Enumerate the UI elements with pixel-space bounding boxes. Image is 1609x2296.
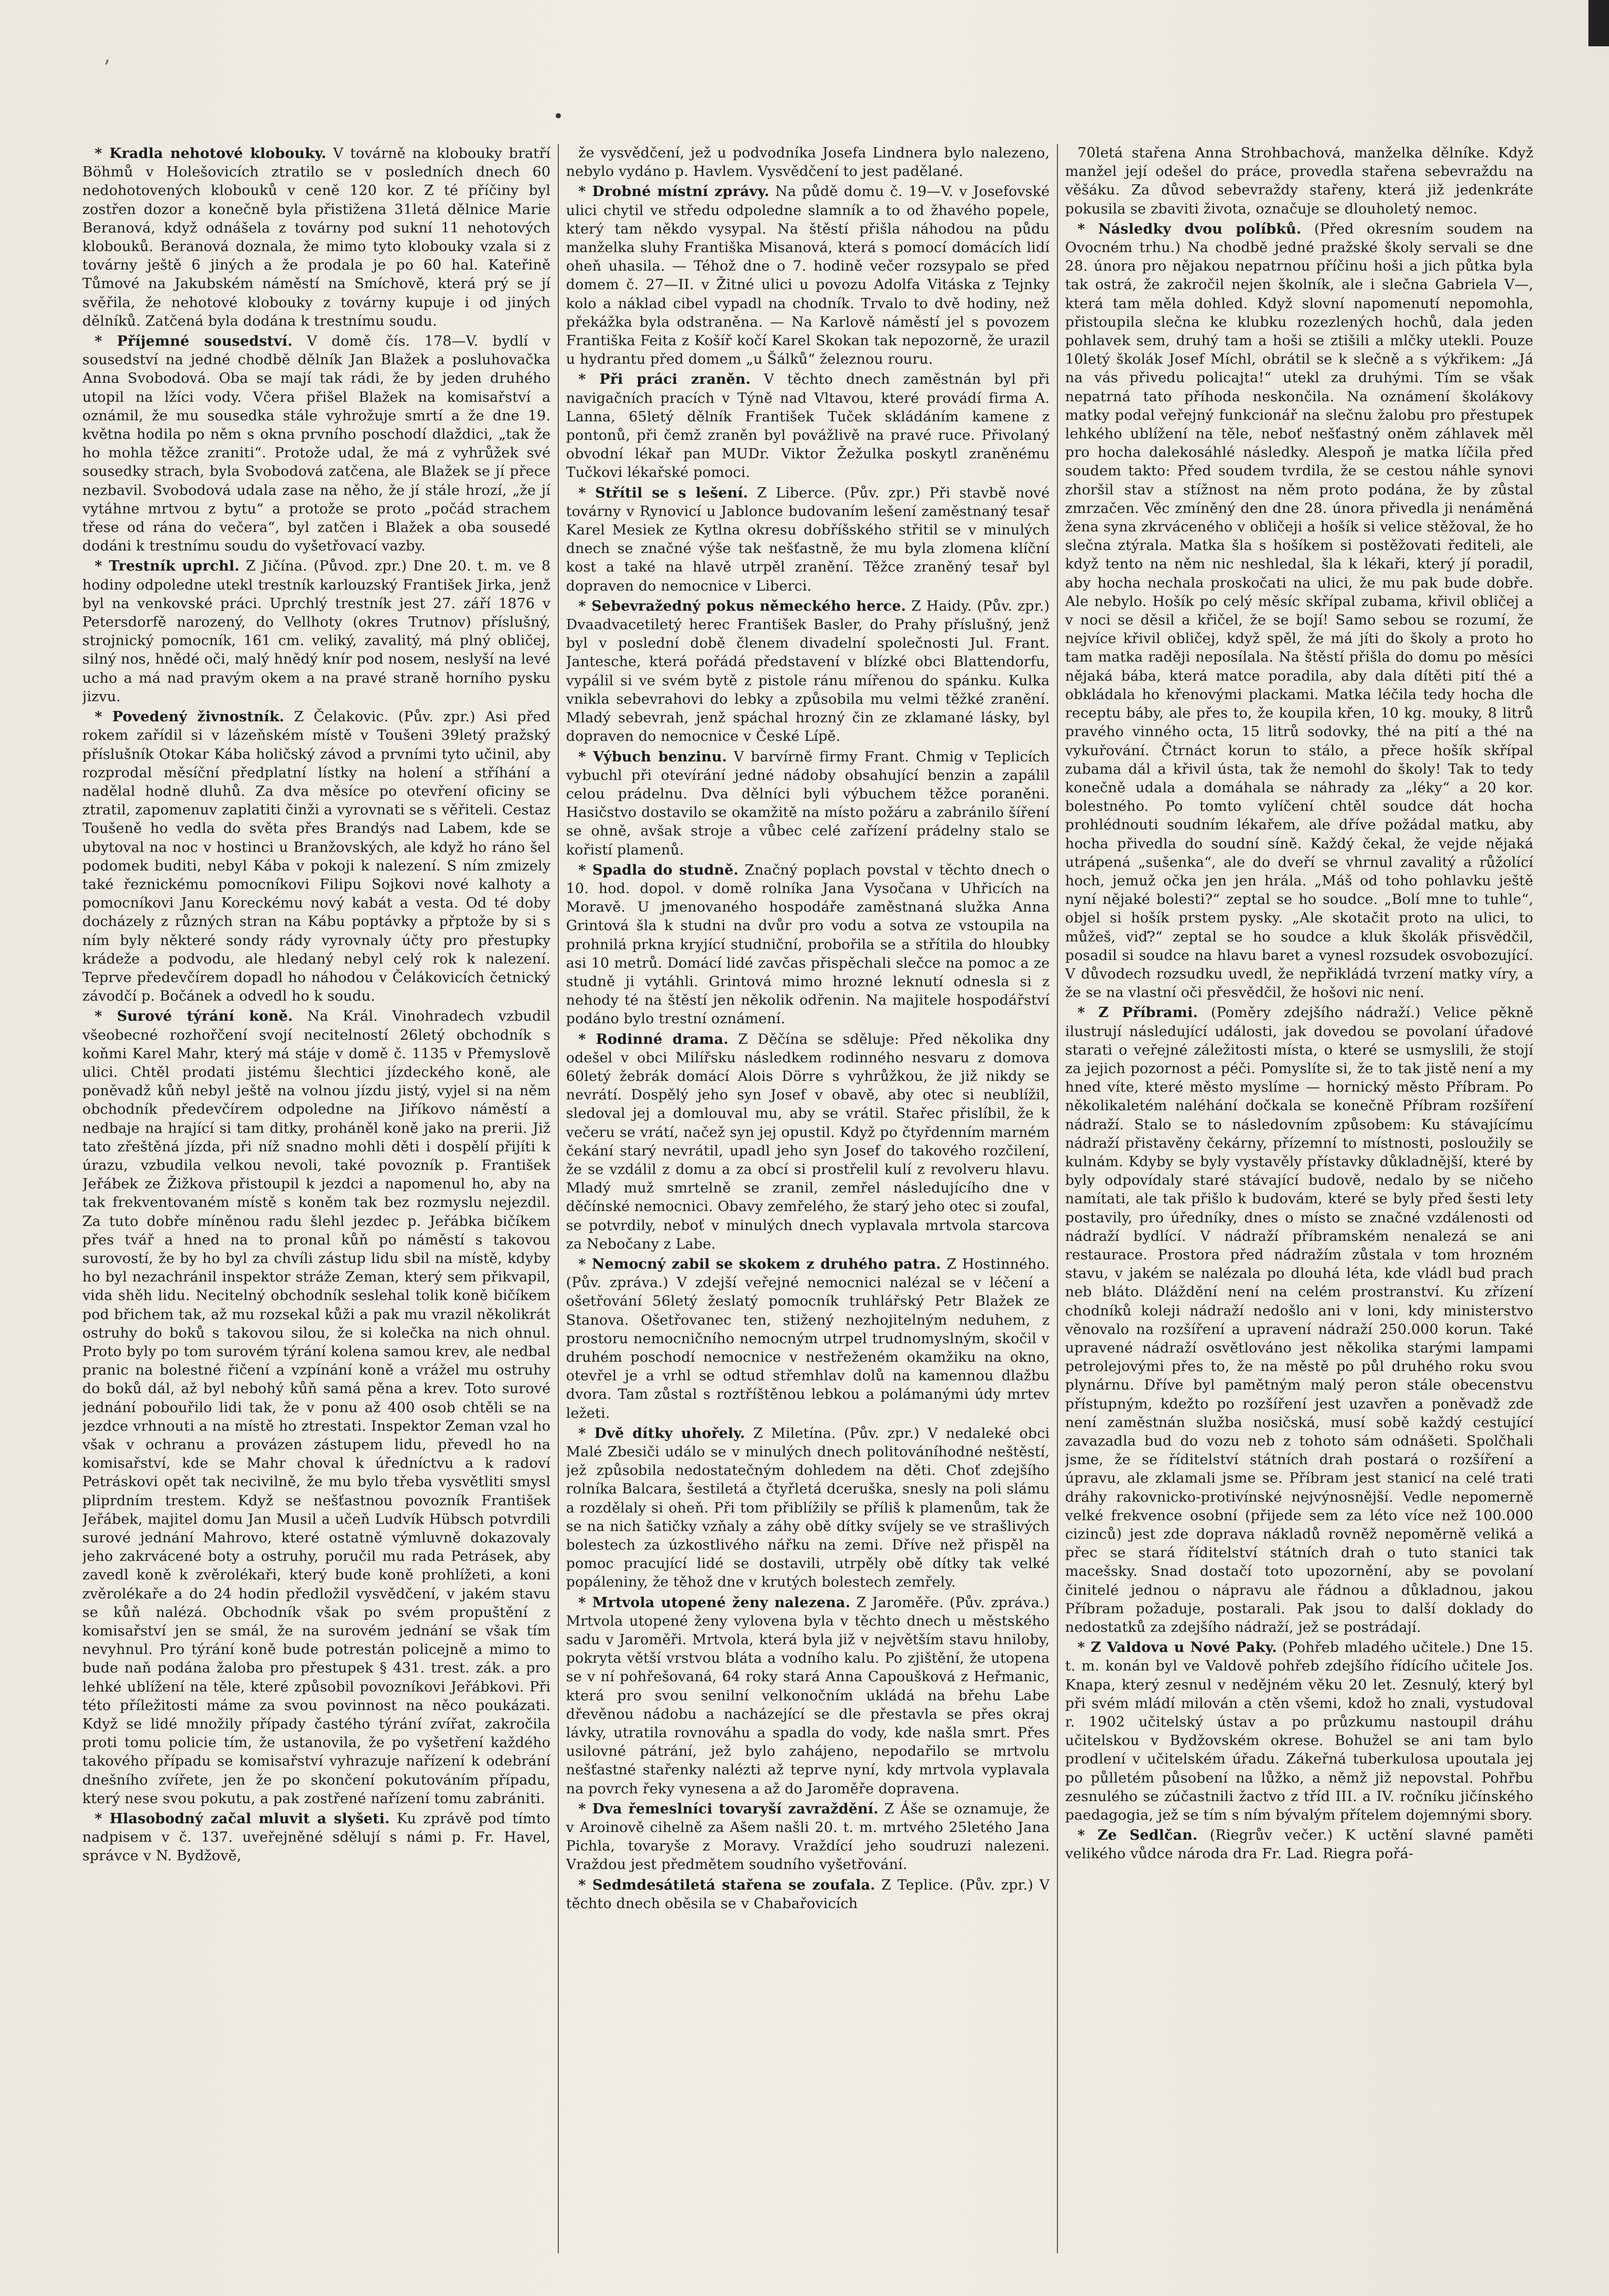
article-paragraph [566, 1255, 1050, 1423]
article-paragraph [566, 370, 1050, 482]
article-paragraph [566, 144, 1050, 181]
article-body: Značný poplach povstal v těchto dnech o 10. hod. dopol. v domě rolníka Jana Vysočana v Uhřicích na Moravě. U jmenovaného hospodáře zaměstnaná služka Anna Grintová šla k studni na dvůr pro vodu a sotva ze vstoupila na prohnilá prkna kryjící studniční, probořila se a střítila do hloubky asi 10 metrů. Domácí lidé zavčas přispěchali slečce na pomoc a ze studně ji vytáhli. Grintová mimo hrozné leknutí odnesla si z nehody té na štěstí jen několik odřenin. Na majitele hospodářství podáno bylo trestní oznámení. [566, 862, 1050, 1027]
column-middle [566, 144, 1050, 2264]
article-paragraph [1065, 1826, 1533, 1863]
article-paragraph [566, 182, 1050, 369]
article-headline: * Dva řemeslníci tovaryší zavraždění. [578, 1800, 879, 1817]
article-paragraph [566, 484, 1050, 596]
text-columns [82, 144, 1533, 2264]
article-body: V barvírně firmy Frant. Chmig v Teplicích vybuchl při otevírání jedné nádoby obsahující benzin a zapálil celou prádelnu. Dva dělníci byli výbuchem těžce poraněni. Hasičstvo dostavilo se okamžitě na místo požáru a zabránilo šíření se ohně, avšak stroje a vůbec celé zařízení prádelny stalo se kořistí plamenů. [566, 749, 1050, 858]
article-paragraph [566, 747, 1050, 860]
article-body: Z Čelakovic. (Pův. zpr.) Asi před rokem zařídil si v lázeňském místě v Toušeni 39letý pražský příslušník Otokar Kába holičský závod a prvními tyto učinil, aby rozprodal měsíční předplatní lístky na holení a stříhání a nadělal hodně dluhů. Za dva měsíce po otevření oficiny se ztratil, zapomenuv zaplatiti činži a vyrovnati se s věřiteli. Cestaz Toušeně ho vedla do světa přes Brandýs nad Labem, kde se ubytoval na noc v hostinci u Branžovských, ale když ho ráno šel podomek buditi, nebyl Kába v pokoji k nalezení. S ním zmizely také řeznickému pomocníkovi Filipu Sojkovi nové kalhoty a pomocníkovi Janu Koreckému nový kabát a vesta. Od té doby docházely z různých stran na Kábu poptávky a přptože by si s ním byly některé sondy rády vyrovnaly účty pro přestupky krádeže a podvodu, ale hledaný nebyl celý rok k nalezení. Teprve předevčírem dopadl ho náhodou v Čelákovicích četnický závodčí p. Bočánek a odvedl ho k soudu. [82, 709, 551, 1005]
column-right [1065, 144, 1533, 2264]
article-paragraph [82, 1809, 551, 1866]
article-headline: * Dvě dítky uhořely. [578, 1425, 746, 1441]
scan-edge [1588, 0, 1609, 46]
article-paragraph [82, 332, 551, 556]
article-headline: * Střítil se s lešení. [578, 484, 748, 501]
article-headline: * Nemocný zabil se skokem z druhého patra. [578, 1255, 941, 1272]
article-body: V těchto dnech zaměstnán byl při navigačních pracích v Týně nad Vltavou, které provádí firma A. Lanna, 65letý dělník František Tuček skládáním kamene z pontonů, při čemž zraněn byl povážlivě na pravé ruce. Přivolaný obvodní lékař pan MUDr. Viktor Žežulka poskytl zraněnému Tučkovi lékařské pomoci. [566, 371, 1050, 481]
article-body: (Pohřeb mladého učitele.) Dne 15. t. m. konán byl ve Valdově pohřeb zdejšího řídícího učitele Jos. Knapa, který zesnul v nedějném věku 20 let. Zesnulý, který byl při svém mládí milován a ctěn všemi, kdož ho znali, vystudoval r. 1902 učitelský ústav a po průzkumu nastoupil dráhu učitelskou v Bydžovském okrese. Bohužel se ani tam bylo prodlení v učitelském úřadu. Zákeřná tuberkulosa upoutala jej po půlletém působení na lůžko, a němž již nepovstal. Pohřbu zesnulého se zúčastnili žactvo z tříd III. a IV. ročníku jičínského paedagogia, jež se tím s ním bývalým přítelem dojemnými sbory. [1065, 1640, 1533, 1824]
article-headline: * Sedmdesátiletá stařena se zoufala. [578, 1876, 876, 1893]
article-headline: * Příjemné sousedství. [95, 333, 293, 350]
article-headline: * Následky dvou políbků. [1077, 220, 1302, 237]
pencil-mark: ʼ [103, 57, 110, 80]
article-headline: * Výbuch benzinu. [578, 748, 727, 765]
article-body: Z Jaroměře. (Pův. zpráva.) Mrtvola utopené ženy vylovena byla v těchto dnech u městského sadu v Jaroměři. Mrtvola, která byla již v největším stavu hniloby, pokryta větší vrstvou bláta a vodního kalu. Po zjištění, že utopena se v ní pohřešovaná, 64 roky stará Anna Capoušková z Heřmanic, která pro svou senilní velkonočním ukládá na břehu Labe dřevěnou nádobu a nacházející se dle přestavla se přes okraj lávky, utratila rovnováhu a spadla do vody, kde našla smrt. Přes usilovné pátrání, jež bylo zahájeno, nepodařilo se mrtvolu nešťastné stařenky nalézti až teprve nyní, kdy mrtvola vyplavala na povrch řeky vynesena a až do Jaroměře dopravena. [566, 1594, 1050, 1797]
article-body: Z Liberce. (Pův. zpr.) Při stavbě nové továrny v Rynovicí u Jablonce budovaním lešení zaměstnaný tesař Karel Mesiek ze Kytlna okresu dobříšského střitil se v minulých dnech se značné výše tak nešťastně, že mu byla zlomena klíční kost a také na hlavě utrpěl zranění. Těžce zraněný tesař byl dopraven do nemocnice v Liberci. [566, 485, 1050, 594]
article-paragraph [1065, 144, 1533, 219]
article-headline: * Z Valdova u Nové Paky. [1077, 1639, 1277, 1656]
article-headline: * Hlasobodný začal mluvit a slyšeti. [95, 1810, 390, 1827]
article-paragraph [566, 1593, 1050, 1799]
article-body: Z Miletína. (Pův. zpr.) V nedaleké obci Malé Zbesiči událo se v minulých dnech politováníhodné neštěstí, jež způsobila nedostatečným dohledem na děti. Choť zdejšího rolníka Balcara, šestiletá a čtyřletá dceruška, snesly na poli slámu a rozdělaly si oheň. Při tom přiblížily se příliš k plamenům, tak že se na nich šatičky vzňaly a záhy obě dítky svíjely se ve strašlivých bolestech za úzkostlivého nářku na zemi. Dříve než přispěl na pomoc pracující lidé se dostavili, utrpěly obě dítky tak velké popáleniny, že těhož dne v krutých bolestech zemřely. [566, 1425, 1050, 1591]
article-body: Z Haidy. (Pův. zpr.) Dvaadvacetiletý herec František Basler, do Prahy příslušný, jenž byl v poslední době členem divadelní společnosti Jul. Frant. Jantesche, která pořádá představení v blízké obci Blattendorfu, vypálil si ve svém bytě z pistole ránu mířenou do spánku. Kulka vnikla sebevrahovi do lebky a způsobila mu velmi těžké zranění. Mladý sebevrah, jenž spáchal hrozný čin ze zklamané lásky, byl dopraven do nemocnice v České Lípě. [566, 598, 1050, 745]
article-paragraph [1065, 220, 1533, 1003]
column-rule [1057, 144, 1058, 2253]
article-paragraph [566, 1876, 1050, 1913]
article-headline: * Ze Sedlčan. [1077, 1827, 1198, 1844]
article-headline: * Trestník uprchl. [95, 558, 240, 575]
article-body: Z Hostinného. (Pův. zpráva.) V zdejší veřejné nemocnici nalézal se v léčení a ošetřování 56letý žeslatý pomocník truhlářský Petr Blažek ze Stanova. Ošetřovanec ten, stižený nezhojitelným neduhem, z prostoru nemocničního nemocným utrpel trudnomyslným, skočil v druhém poschodí nemocnice v nestřeženém okamžiku na okno, otevřel je a vrhl se odtud střemhlav dolů na kamennou dlažbu dvora. Tam zůstal s roztříštěnou lebkou a polámanými údy mrtev ležeti. [566, 1256, 1050, 1421]
article-headline: * Rodinné drama. [578, 1030, 729, 1047]
article-headline: * Kradla nehotové klobouky. [95, 145, 327, 162]
article-paragraph [566, 861, 1050, 1029]
article-paragraph [566, 1800, 1050, 1875]
article-paragraph [1065, 1003, 1533, 1637]
article-body: Z Děčína se sděluje: Před několika dny odešel v obci Milířsku následkem rodinného nesvaru z domova 60letý žebrák domácí Alois Dörre s vyhrůžkou, že již nikdy se nevrátí. Dospělý jeho syn Josef v obavě, aby otec si neublížil, sledoval jej a domlouval mu, aby se vrátil. Stařec přislíbil, že k večeru se vrátí, načež syn jej opustil. Když po čtyřdenním marném čekání starý nevrátil, upadl jeho syn Josef do takového rozčilení, že se vzdálil z domu a za obcí si prostřelil kulí z revolveru hlavu. Mladý muž smrtelně se zranil, zemřel následujícího dne v děčínské nemocnici. Obavy zemřelého, že starý jeho otec si zoufal, se potvrdily, neboť v minulých dnech vyplavala mrtvola starcova za Nebočany z Labe. [566, 1031, 1050, 1252]
article-headline: * Povedený živnostník. [95, 708, 285, 725]
article-body: V domě čís. 178—V. bydlí v sousedství na jedné chodbě dělník Jan Blažek a posluhovačka Anna Svobodová. Oba se mají tak rádi, že by jeden druhého utopil na lžíci vody. Včera přišel Blažek na komisařství a oznámil, že mu sousedka stále vyhrožuje smrtí a že dne 19. května hodila po něm s okna prvního poschodí dlaždici, „tak že ho mohla těžce zraniti“. Protože udal, že má z vyhrůžek své sousedky strach, byla Svobodová zatčena, ale Blažek se jí přece nezbavil. Svobodová udala zase na něho, že jí stále hrozí, „že jí vytáhne mrtvou z bytu“ a protože se proto „počád strachem třese od rána do večera“, byl zatčen i Blažek a oba sousedé dodáni k trestnímu soudu do vyšetřovací vazby. [82, 333, 551, 555]
article-body: 70letá stařena Anna Strohbachová, manželka dělníke. Když manžel její odešel do práce, provedla stařena sebevraždu na věšáku. Za důvod sebevraždy stařeny, která již jedenkráte pokusila se zbaviti života, označuje se dlouholetý nemoc. [1065, 145, 1533, 217]
article-paragraph [82, 557, 551, 706]
article-body: (Riegrův večer.) K uctění slavné paměti velikého vůdce národa dra Fr. Lad. Riegra pořá- [1065, 1827, 1533, 1862]
article-headline: * Sebevražedný pokus německého herce. [578, 597, 906, 614]
article-body: Z Teplice. (Pův. zpr.) V těchto dnech oběsila se v Chabařovicích [566, 1877, 1050, 1912]
column-left [82, 144, 551, 2264]
article-headline: * Spadla do studně. [578, 861, 739, 878]
article-body: že vysvědčení, jež u podvodníka Josefa Lindnera bylo nalezeno, nebylo vydáno p. Havlem. Vysvědčení to jest padělané. [566, 145, 1050, 180]
article-body: (Před okresním soudem na Ovocném trhu.) Na chodbě jedné pražské školy servali se dne 28. února pro nějakou nepatrnou příčinu hoši a jich půtka byla tak ostrá, že zakročil nejen školník, ale i slečna Gabriela V—, která tam měla dohled. Když slovní napomenutí nepomohla, přistoupila slečna ke klubku rozezlených hochů, dala jeden pohlavek sem, druhý tam a hoši se ztišili a mlčky utekli. Pouze 10letý školák Josef Míchl, obrátil se k slečně a s výkřikem: „Já na vás přivedu policajta!“ utekl za druhými. Tím se však nepatrná tato příhoda neskončila. Na oznámení školákovy matky podal veřejný funkcionář na slečnu žalobu pro přestupek lehkého ublížení na těle, neboť nešťastný oněm záhlavek měl pro hocha dalekosáhlé následky. Alespoň je matka líčila před soudem takto: Před soudem tvrdila, že se cestou náhle synovi zhoršil stav a stížnost na něm proto podána, že by zůstal zmrzačen. Věc zmíněný den dne 28. února přivedla ji nenáměná žena syna zkrváceného v obličeji a hošík si velice stěžoval, že ho slečna ztýrala. Matka šla s hošíkem si postěžovati řediteli, ale když tento na něm nic neshledal, šla k lékaři, který jí poradil, aby hocha nechala proskočati na ulici, že mu pak bude dobře. Ale nebylo. Hošík po celý měsíc skřípal zubama, křivil obličej a v noci se děsil a křičel, že se bojí! Samo sebou se rozumí, že nejvíce křivil obličej, když spěl, že má jíti do školy a proto ho tam matka raději neposílala. Na štěstí přišla do domu po měsíci nějaká bába, která matce poradila, aby dala dítěti pití thé a obkládala ho křenovými plackami. Matka léčila tedy hocha dle receptu báby, ale přes to, že koupila křen, 10 kg. mouky, 8 litrů pravého vinného octa, 15 litrů sodovky, thé na pití a thé na vykuřování. Čtrnáct korun to stálo, a přece hošík skřípal zubama dál a křivil ústa, tak že nemohl do školy! Tak to tedy konečně udala a domáhala se náhrady za „léky“ a 20 kor. bolestného. Po tomto vylíčení chtěl soudce dát hocha prohlédnouti soudním lékařem, ale dříve požádal matku, aby hocha přivedla do soudní síně. Každý čekal, že vejde nějaká utrápená „sušenka“, ale do dveří se vhrnul zavalitý a růžolící hoch, jemuž očka jen jen hrála. „Máš od toho pohlavku ještě nyní nějaké bolesti?“ zeptal se ho soudce. „Bolí mne to tuhle“, objel si hošík prstem pysky. „Ale skotačit proto na ulici, to můžeš, viď?“ zeptal se ho soudce a kluk školák přisvědčil, posadil si soudce na hlavu baret a vynesl rozsudek osvobozující. V důvodech rozsudku uvedl, že nepřikládá tvrzení matky víry, a že se na vlastní oči přesvědčil, že hošovi nic není. [1065, 221, 1533, 1001]
article-headline: * Surové týrání koně. [95, 1008, 293, 1025]
article-body: Z Áše se oznamuje, že v Aroinově cihelně za Ašem našli 20. t. m. mrtvého 25letého Jana Pichla, tovaryše z Moravy. Vraždící jeho soudruzi nalezeni. Vraždou jest předmětem soudního vyšetřování. [566, 1801, 1050, 1873]
article-body: (Poměry zdejšího nádraží.) Velice pěkně ilustrují následující události, jak dovedou se povolaní úřadové starati o veřejné záležitosti místa, o které se usmyslili, že stojí za jejich pozornost a péči. Pomyslíte si, že to tak jistě není a my hned víte, které město myslíme — hornický město Příbram. Po několikaletém naléhání dočkala se konečně Příbram rozšíření nádraží. Stalo se to následovním způsobem: Ku stávajícímu nádraží přistavěny čekárny, přízemní to místnosti, posloužily se kulnám. Kdyby se byly vystavěly přístavky důkladnější, které by byly odpovídaly staré stávající budově, nedalo by se ničeho namítati, ale tak přišlo k budovám, které se byly před šesti lety postavily, pro úředníky, dnes o místo se značné vzdálenosti od nádraží bydlící. V nádraží příbramském nenalezá se ani restaurace. Prostora před nádražím zůstala v tom hrozném stavu, v jakém se nalézala po dlouhá léta, kde vládl bud prach neb bláto. Dláždění není na celém prostranství. Ku zřízení chodníků koleji nádraží nedošlo ani v loni, kdy ministerstvo věnovalo na rozšíření a upravení nádraží 250.000 korun. Také upravené nádraží osvětlováno jest několika starými lampami petrolejovými přes to, že na městě po půl druhého roku svou plynárnu. Dříve byl pamětným malý peron stále obecenstvu přístupným, kdežto po rozšíření jest uzavřen a poněvadž zde není zaměstnán služba nosičská, musí sobě každý cestující zavazadla bud do vozu neb z tohoto sám odnášeti. Spolčhali jsme, že se říditelství státních drah postará o rozšíření a úpravu, ale zklamali jsme se. Příbram jest stanicí na celé trati dráhy rakovnicko-protivínské nejvýnosnější. Vedle nepomerně velké frekvence osobní (přijede sem za léto více než 100.000 cizinců) jest zde doprava nákladů rovněž nepoměrně veliká a přec se stará říditelství státních drah o tuto stanici tak macešsky. Snad dostačí toto upozornění, aby se povolaní činitelé jednou o nápravu ale řádnou a důkladnou, jakou Příbram požaduje, postarali. Pak jsou to další doklady do nedostatků za zdejšího nádraží, jež se postrádají. [1065, 1005, 1533, 1636]
article-headline: * Při práci zraněn. [578, 371, 751, 388]
article-body: Z Jičína. (Původ. zpr.) Dne 20. t. m. ve 8 hodiny odpoledne utekl trestník karlouzský František Jirka, jenž byl na venkovské práci. Uprchlý trestník jest 27. září 1876 v Petersdorfě narozený, do Vellhoty (okres Trutnov) příslušný, strojnický pomocník, 161 cm. veliký, zavalitý, má plný obličej, silný nos, hnědé oči, malý hnědý knír pod nosem, neslyší na levé ucho a má nad pravým okem a na pravé straně horního pysku jizvu. [82, 558, 551, 705]
ink-dot [556, 113, 561, 118]
article-body: Na Král. Vinohradech vzbudil všeobecné rozhořčení svojí necitelností 26letý obchodník s koňmi Karel Mahr, který má stáje v domě č. 1135 v Přemyslově ulici. Chtěl prodati jistému šlechtici jízdeckého koně, ale poněvadž kůň nebyl ještě na volnou jízdu jistý, vyjel si na něm obchodník předevčírem odpoledne na Jiříkovo náměstí a nedbaje na hrající si tam ditky, proháněl koně jako na prerii. Již tato zřeštěná jízda, při níž snadno mohli děti i dospělí přijíti k úrazu, vzbudila velkou nevoli, také povozník p. František Jeřábek ze Žižkova přistoupil k jezdci a napomenul ho, aby na tak frekventovaném místě s koněm tak bez rozmyslu nejezdil. Za tuto dobře míněnou radu šlehl jezdec p. Jeřábka bičíkem přes tvář a hned na to pronal kůň po náměstí s takovou surovostí, že by ho byl za chvíli zástup lidu sbil na místě, kdyby ho byl nezachránil inspektor stráže Zeman, který sem přikvapil, vida shěh lidu. Necitelný obchodník seslehal tolik koně bičíkem pod břichem tak, až mu rozsekal kůži a pak mu vrazil několikrát ostruhy do boků s takovou silou, že si kolečka na nich ohnul. Proto byly po tom surovém týrání kolena samou krev, ale nedbal pranic na bolestné řičení a vzpínání koně a vrážel mu ostruhy do boků dál, až byl nebohý kůň samá pěna a krev. Toto surové jednání pobouřilo lidi tak, že v ponu až 400 osob chtěli se na jezdce vrhnouti a na místě ho ztrestati. Inspektor Zeman vzal ho však v ochranu a provázen zástupem lidu, převedl ho na komisařství, kde se Mahr choval k úředníctvu a k radoví Petráskovi opět tak necivilně, že mu bylo třeba vysvětliti smysl pliprdním trestem. Když se nešťastnou povozník František Jeřábek, majitel domu Jan Musil a učeň Ludvík Hübsch potvrdili surové jednání Mahrovo, které ostatně výmluvně dokazovaly jeho zakrvácené boty a ostruhy, poručil mu rada Petrásek, aby zavedl koně k zvěrolékaři, který bude koně prohlížeti, a koni zvěrolékaře a do 24 hodin předložil vysvědčení, v jakém stavu se kůň nalézá. Obchodník však po svém propuštění z komisařství jen se smál, že na surovém jednání se však tím nevyhnul. Pro týrání koně bude potrestán policejně a mimo to bude naň podána žaloba pro přestupek § 431. trest. zák. a pro lehké ublížení na těle, které způsobil povozníkovi Jeřábkovi. Při této příležitosti máme za svou povinnost na něco poukázati. Když se lidé množily případy častého týrání zvířat, zakročila proti tomu policie tím, že ustanovila, že po vyšetření každého takového případu se komisařství vyhrazuje nařízení k odebrání dnešního zvířete, jen že po skončení pokutováním případu, který nese svou pokutu, a pak zostřené nařízení tomu zabrániti. [82, 1008, 551, 1807]
article-paragraph [566, 1030, 1050, 1254]
article-paragraph [566, 597, 1050, 746]
article-headline: * Drobné místní zprávy. [578, 183, 770, 200]
article-body: V továrně na klobouky bratří Böhmů v Holešovicích ztratilo se v posledních dnech 60 nedohotovených klobouků v ceně 120 kor. Z té příčiny byl zostřen dozor a konečně byla přistižena 31letá dělnice Marie Beranová, když odnášela z továrny pod sukní 11 nehotových klobouků. Beranová doznala, že mimo tyto klobouky vzala si z továrny ještě 6 jiných a že prodala je po 60 hal. Kateřině Tůmové na Jakubském náměstí na Smíchově, která prý se jí svěřila, že nehotové klobouky z továrny kupuje i od jiných dělníků. Zatčená byla dodána k trestnímu soudu. [82, 146, 551, 329]
article-headline: * Z Příbrami. [1077, 1004, 1198, 1021]
article-paragraph [82, 1007, 551, 1808]
article-paragraph [82, 144, 551, 331]
article-body: Na půdě domu č. 19—V. v Josefovské ulici chytil ve středu odpoledne slamník a to od žhavého popele, který tam někdo vysypal. Na štěstí přišla náhodou na půdu manželka sluhy Františka Misanová, která s pomocí domácích lidí oheň uhasila. — Téhož dne o 7. hodině večer rozsypalo se před domem č. 27—II. v Žitné ulici u povozu Adolfa Vitáska z Tejnky kolo a náklad cibel vypadl na chodník. Trvalo to dvě hodiny, než překážka byla odstraněna. — Na Karlově náměstí jel s povozem Františka Feita z Košíř kočí Karel Skokan tak nepozorně, že urazil u hydrantu před domem „u Šálků“ železnou rouru. [566, 184, 1050, 368]
article-paragraph [1065, 1638, 1533, 1825]
article-headline: * Mrtvola utopené ženy nalezena. [578, 1594, 851, 1611]
column-rule [558, 144, 559, 2253]
article-body: Ku zprávě pod tímto nadpisem v č. 137. uveřejněné sdělují s námi p. Fr. Havel, správce v N. Bydžově, [82, 1811, 551, 1864]
article-paragraph [82, 707, 551, 1006]
article-paragraph [566, 1424, 1050, 1592]
